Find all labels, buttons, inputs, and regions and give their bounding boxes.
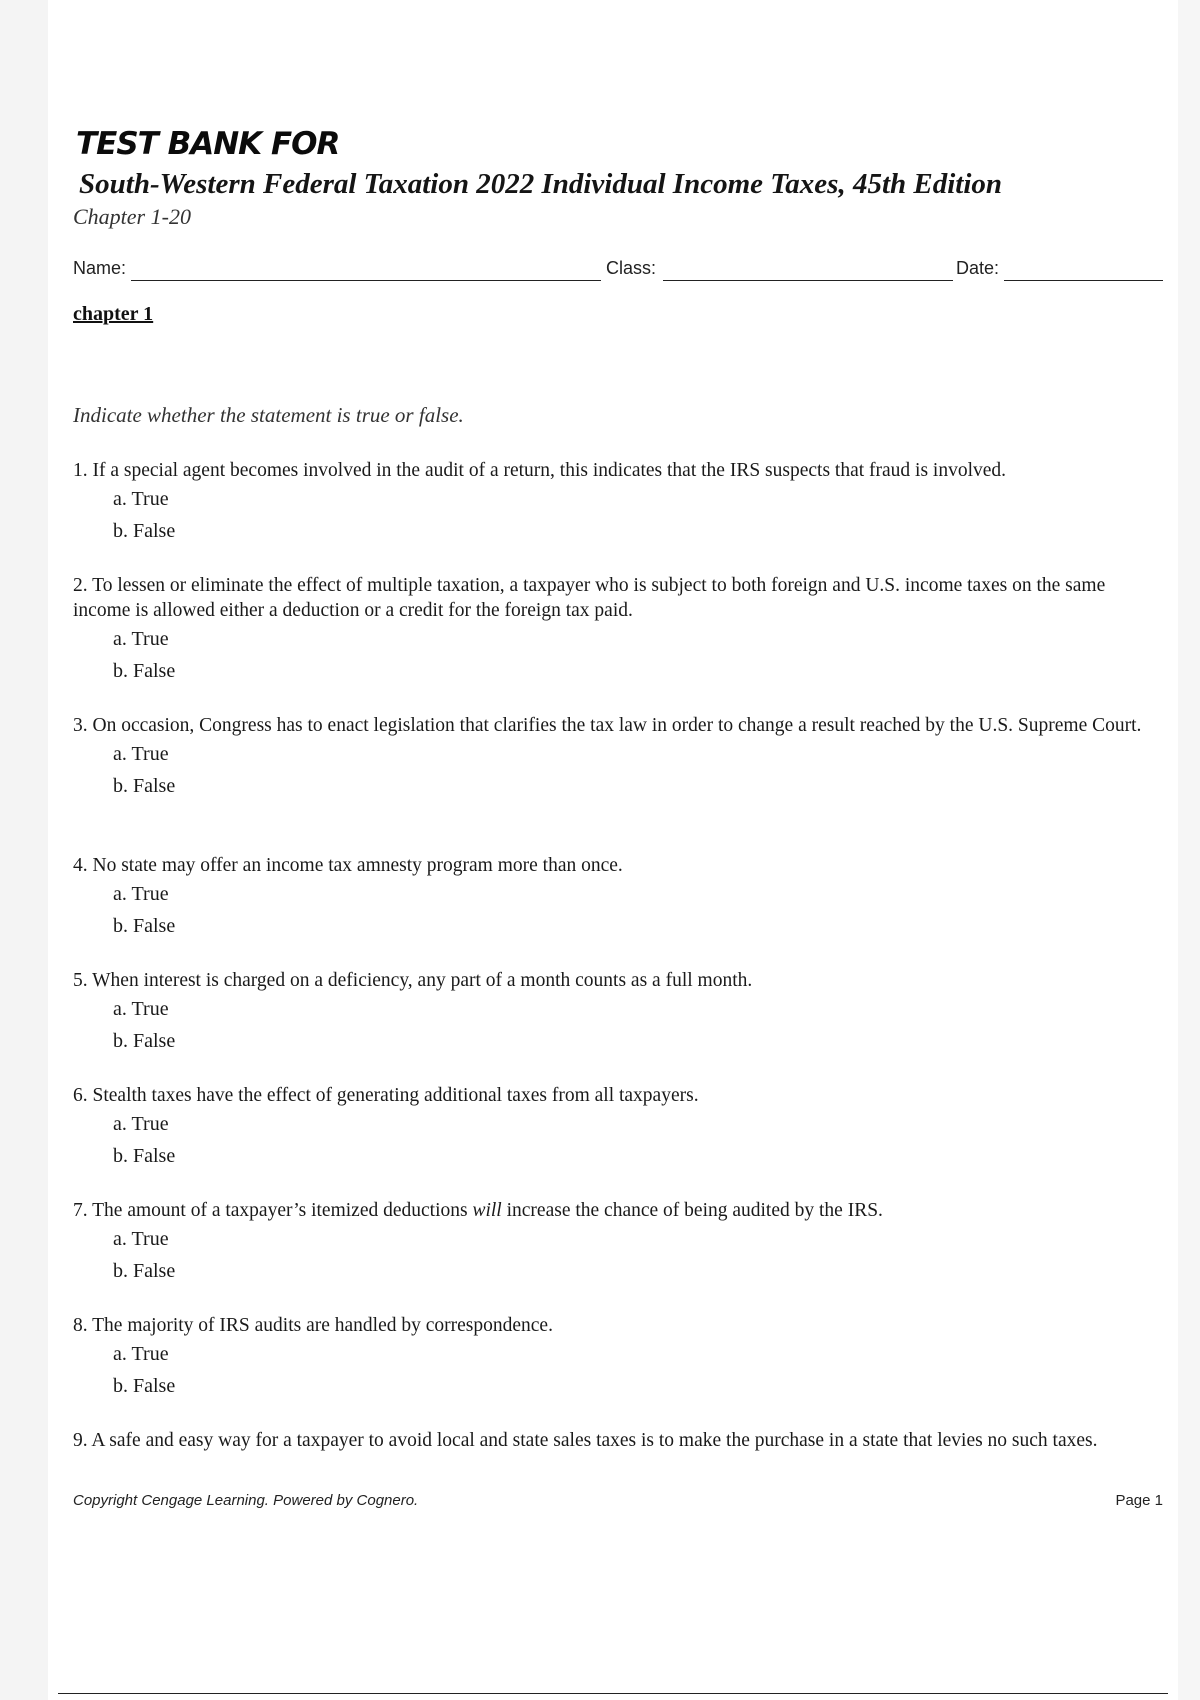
copyright-footer: Copyright Cengage Learning. Powered by Cognero.	[73, 1492, 419, 1509]
name-field	[73, 258, 126, 279]
choice-false: b. False	[113, 1145, 176, 1167]
date-blank	[1004, 280, 1163, 281]
question-1	[73, 458, 1148, 547]
class-label: Class:	[606, 258, 657, 278]
question-text: 2. To lessen or eliminate the effect of multiple taxation, a taxpayer who is subject to both foreign and U.S. income taxes on the same income is allowed either a deduction or a credit for the foreign tax paid.	[73, 575, 1106, 621]
question-8	[73, 1313, 1148, 1402]
choice-false: b. False	[113, 1030, 176, 1052]
name-blank	[131, 280, 601, 281]
question-7	[73, 1198, 1148, 1287]
question-text: 4. No state may offer an income tax amnesty program more than once.	[73, 855, 623, 876]
chapters-range: Chapter 1-20	[73, 204, 191, 229]
date-label: Date:	[956, 258, 1000, 278]
page-number: Page 1	[1115, 1492, 1163, 1509]
choice-true: a. True	[113, 488, 169, 510]
choice-true: a. True	[113, 628, 169, 650]
choice-true: a. True	[113, 1228, 169, 1250]
name-label: Name:	[73, 258, 127, 278]
question-text: 9. A safe and easy way for a taxpayer to avoid local and state sales taxes is to make the purchase in a state that levies no such taxes.	[73, 1430, 1098, 1451]
book-title: South-Western Federal Taxation 2022 Individual Income Taxes, 45th Edition	[79, 168, 1003, 200]
choice-true: a. True	[113, 998, 169, 1020]
question-5	[73, 968, 1148, 1057]
question-4	[73, 853, 1148, 942]
instruction-text: Indicate whether the statement is true or false.	[73, 403, 464, 427]
question-text: 1. If a special agent becomes involved in the audit of a return, this indicates that the IRS suspects that fraud is involved.	[73, 460, 1007, 481]
scan-margin-left	[0, 0, 48, 1700]
choice-true: a. True	[113, 883, 169, 905]
banner-title: TEST BANK FOR	[76, 126, 340, 162]
question-text: 6. Stealth taxes have the effect of generating additional taxes from all taxpayers.	[73, 1085, 699, 1106]
question-text	[73, 1198, 1148, 1223]
question-text-start: 7. The amount of a taxpayer’s itemized deductions	[73, 1200, 473, 1221]
question-text: 8. The majority of IRS audits are handled by correspondence.	[73, 1315, 553, 1336]
question-6	[73, 1083, 1148, 1172]
choice-false: b. False	[113, 520, 176, 542]
question-9	[73, 1428, 1148, 1453]
class-blank	[663, 280, 953, 281]
bottom-divider	[58, 1693, 1168, 1694]
choice-true: a. True	[113, 1113, 169, 1135]
choice-true: a. True	[113, 1343, 169, 1365]
question-text-end: increase the chance of being audited by the IRS.	[501, 1200, 883, 1221]
scan-margin-right	[1178, 0, 1200, 1700]
choice-false: b. False	[113, 1260, 176, 1282]
class-field	[606, 258, 656, 279]
student-info-row	[73, 258, 1163, 288]
question-3	[73, 713, 1148, 802]
choice-false: b. False	[113, 775, 176, 797]
question-emphasis: will	[472, 1200, 502, 1221]
chapter-heading: chapter 1	[73, 303, 154, 325]
date-field	[956, 258, 999, 279]
choice-false: b. False	[113, 660, 176, 682]
choice-false: b. False	[113, 915, 176, 937]
question-text: 5. When interest is charged on a deficiency, any part of a month counts as a full month.	[73, 970, 753, 991]
question-text: 3. On occasion, Congress has to enact legislation that clarifies the tax law in order to change a result reached by the U.S. Supreme Court.	[73, 715, 1142, 736]
choice-true: a. True	[113, 743, 169, 765]
choice-false: b. False	[113, 1375, 176, 1397]
question-2	[73, 573, 1148, 687]
